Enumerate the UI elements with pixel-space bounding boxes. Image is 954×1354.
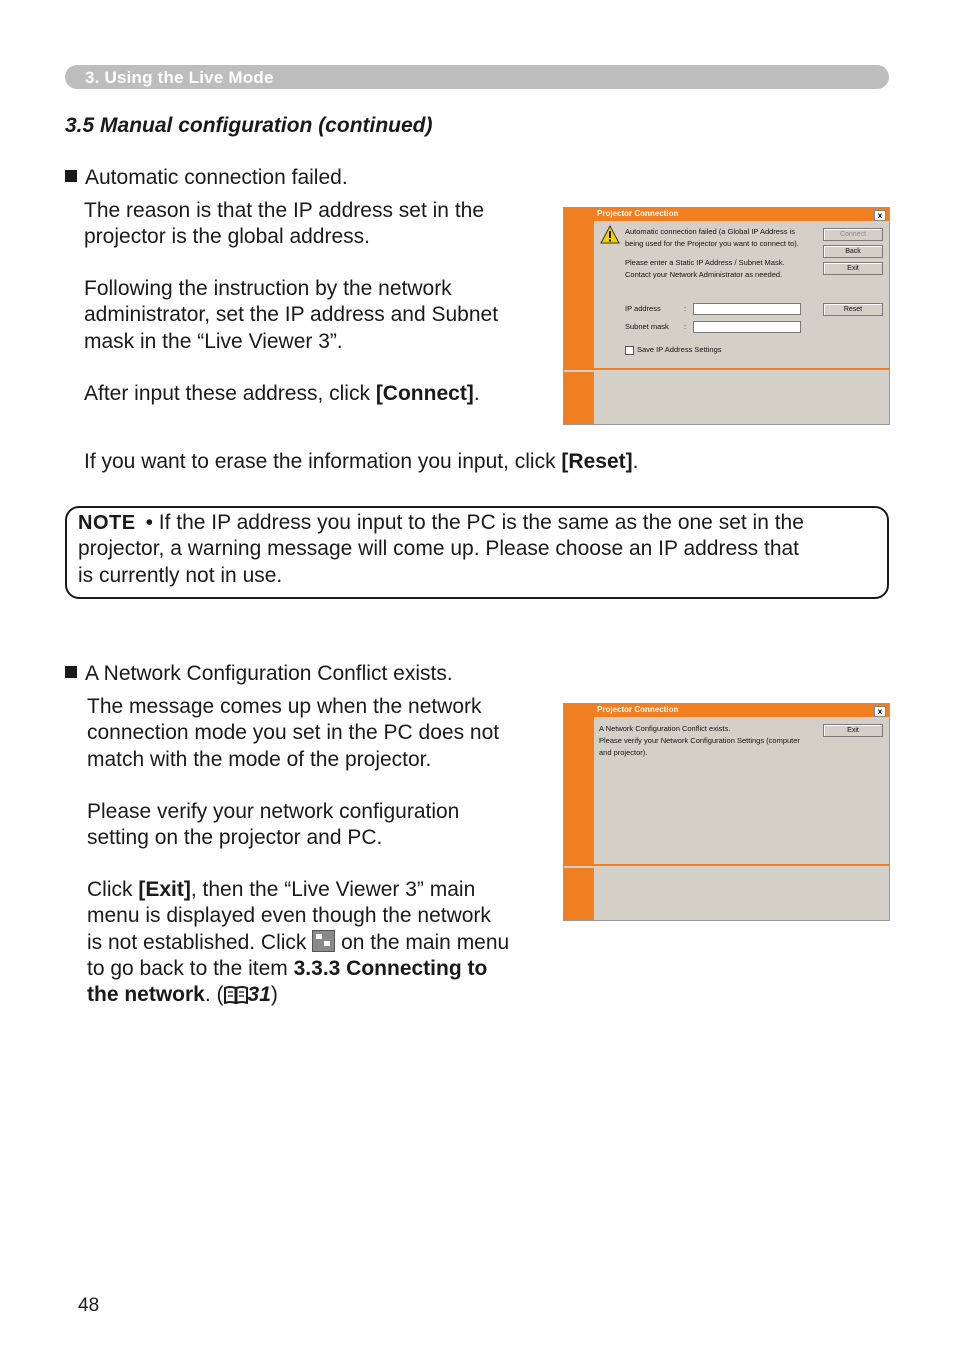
close-icon[interactable]: x bbox=[874, 210, 886, 221]
save-ip-checkbox[interactable] bbox=[625, 346, 634, 355]
dialog-message-line: A Network Configuration Conflict exists. bbox=[599, 724, 731, 733]
paragraph-reset: If you want to erase the information you input, click [Reset]. bbox=[84, 450, 639, 473]
paragraph-exit: Click [Exit], then the “Live Viewer 3” main menu is displayed even though the network is not established. Click on the main menu to go back to the item 3.3.3 Connecting to the network. ( 31) bbox=[87, 878, 510, 1007]
exit-button[interactable]: Exit bbox=[823, 262, 883, 275]
dialog-orange-sidebar bbox=[564, 704, 594, 920]
dialog-message-line: being used for the Projector you want to connect to). bbox=[625, 239, 799, 248]
section-title: 3.5 Manual configuration (continued) bbox=[65, 114, 433, 137]
warning-icon bbox=[600, 225, 620, 245]
back-button[interactable]: Back bbox=[823, 245, 883, 258]
square-bullet-icon bbox=[65, 666, 77, 678]
dialog-message-line: Automatic connection failed (a Global IP Address is bbox=[625, 227, 795, 236]
connect-button[interactable]: Connect bbox=[823, 228, 883, 241]
section-header-label: 3. Using the Live Mode bbox=[85, 68, 274, 87]
page-number: 48 bbox=[78, 1295, 100, 1316]
heading-config-conflict: A Network Configuration Conflict exists. bbox=[65, 662, 453, 686]
dialog-divider bbox=[594, 864, 889, 866]
square-bullet-icon bbox=[65, 170, 77, 182]
exit-ref: [Exit] bbox=[138, 878, 191, 901]
dialog-titlebar: Projector Connection x bbox=[594, 208, 889, 221]
dialog-orange-sidebar bbox=[564, 208, 594, 424]
book-icon bbox=[224, 985, 248, 1004]
section-header-band bbox=[65, 65, 889, 89]
connect-ref: [Connect] bbox=[375, 382, 474, 405]
paragraph-connect: After input these address, click [Connect]. bbox=[84, 382, 480, 405]
exit-button[interactable]: Exit bbox=[823, 724, 883, 737]
dialog-titlebar: Projector Connection x bbox=[594, 704, 889, 717]
dialog-message-line: Please enter a Static IP Address / Subnet Mask. bbox=[625, 258, 785, 267]
subnet-mask-input[interactable] bbox=[693, 321, 801, 333]
paragraph-reason: The reason is that the IP address set in the projector is the global address. bbox=[84, 199, 485, 249]
reset-ref: [Reset] bbox=[561, 450, 633, 473]
subnet-mask-label: Subnet mask bbox=[625, 322, 669, 331]
save-ip-label: Save IP Address Settings bbox=[637, 345, 722, 354]
dialog-message-line: and projector). bbox=[599, 748, 648, 757]
ip-colon: : bbox=[684, 304, 687, 313]
subnet-colon: : bbox=[684, 322, 687, 331]
paragraph-conflict-reason: The message comes up when the network connection mode you set in the PC does not match with the mode of the projector. bbox=[87, 695, 500, 771]
projector-connection-dialog-conflict bbox=[563, 703, 890, 921]
reset-button[interactable]: Reset bbox=[823, 303, 883, 316]
heading-connection-failed: Automatic connection failed. bbox=[65, 166, 348, 190]
paragraph-verify: Please verify your network configuration setting on the projector and PC. bbox=[87, 800, 460, 850]
dialog-message-line: Contact your Network Administrator as needed. bbox=[625, 270, 783, 279]
menu-icon bbox=[312, 930, 335, 952]
ip-address-input[interactable] bbox=[693, 303, 801, 315]
dialog-message-line: Please verify your Network Configuration Settings (computer bbox=[599, 736, 800, 745]
paragraph-instruction: Following the instruction by the network administrator, set the IP address and Subnet mask in the “Live Viewer 3”. bbox=[84, 277, 499, 353]
ip-address-label: IP address bbox=[625, 304, 661, 313]
projector-connection-dialog-failed bbox=[563, 207, 890, 425]
close-icon[interactable]: x bbox=[874, 706, 886, 717]
page-reference[interactable]: 31 bbox=[247, 983, 271, 1007]
dialog-divider bbox=[594, 368, 889, 370]
note-text: NOTE • If the IP address you input to the PC is the same as the one set in the projector, a warning message will come up. Please choose an IP address that is currently not in use. bbox=[78, 511, 804, 587]
note-label: NOTE bbox=[78, 512, 136, 534]
